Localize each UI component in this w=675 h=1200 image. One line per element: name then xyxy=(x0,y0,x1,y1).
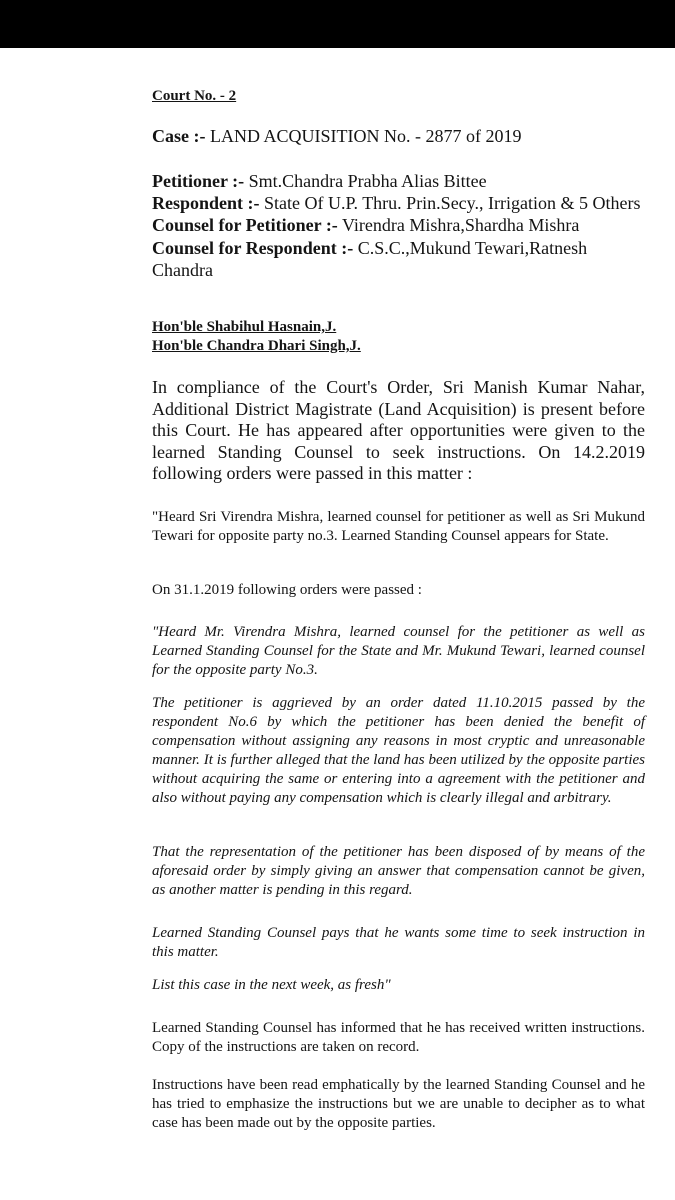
case-label: Case :- xyxy=(152,126,206,146)
order-paragraph: Instructions have been read emphatically by the learned Standing Counsel and he has tried to emphasize the instructions but we are unable to decipher as to what case has been made out by the opposite parties. xyxy=(152,1077,645,1131)
order-document xyxy=(0,48,675,1200)
quoted-paragraph: "Heard Mr. Virendra Mishra, learned counsel for the petitioner as well as Learned Standing Counsel for the State and Mr. Mukund Tewari, learned counsel for the opposite party No.3. xyxy=(152,624,645,678)
respondent-value: State Of U.P. Thru. Prin.Secy., Irrigation & 5 Others xyxy=(264,193,641,214)
order-paragraph: "Heard Sri Virendra Mishra, learned counsel for petitioner as well as Sri Mukund Tewari for opposite party no.3. Learned Standing Counsel appears for State. xyxy=(152,509,645,544)
respondent-counsel-label: Counsel for Respondent :- xyxy=(152,237,354,258)
petitioner-counsel-line xyxy=(152,214,645,236)
intro-paragraph: In compliance of the Court's Order, Sri Manish Kumar Nahar, Additional District Magistrate (Land Acquisition) is present before this Court. He has appeared after opportunities were given to the learned Standing Counsel to seek instructions. On 14.2.2019 following orders were passed in this matter : xyxy=(152,377,645,484)
screen-top-bar xyxy=(0,0,675,48)
bench-block xyxy=(152,318,645,356)
petitioner-value: Smt.Chandra Prabha Alias Bittee xyxy=(248,171,487,191)
petitioner-counsel-label: Counsel for Petitioner :- xyxy=(152,215,338,236)
order-paragraph: Learned Standing Counsel has informed that he has received written instructions. Copy of the instructions are taken on record. xyxy=(152,1020,645,1055)
order-paragraph: On 31.1.2019 following orders were passed : xyxy=(152,582,422,598)
petitioner-label: Petitioner :- xyxy=(152,171,245,191)
case-value: LAND ACQUISITION No. - 2877 of 2019 xyxy=(209,126,522,146)
judge-name: Hon'ble Chandra Dhari Singh,J. xyxy=(152,338,361,354)
petitioner-counsel-value: Virendra Mishra,Shardha Mishra xyxy=(342,215,580,236)
respondent-line xyxy=(152,192,645,214)
quoted-paragraph: The petitioner is aggrieved by an order dated 11.10.2015 passed by the respondent No.6 by which the petitioner has been denied the benefit of compensation without assigning any reasons in most cryptic and unreasonable manner. It is further alleged that the land has been utilized by the opposite parties without acquiring the same or entering into a agreement with the petitioner and also without paying any compensation which is clearly illegal and arbitrary. xyxy=(152,695,645,806)
judge-name: Hon'ble Shabihul Hasnain,J. xyxy=(152,319,337,335)
petitioner-line xyxy=(152,170,645,192)
case-line xyxy=(152,126,645,147)
quoted-paragraph: Learned Standing Counsel pays that he wants some time to seek instruction in this matter. xyxy=(152,925,645,960)
quoted-paragraph: That the representation of the petitioner has been disposed of by means of the aforesaid order by simply giving an answer that compensation cannot be given, as another matter is pending in this regard. xyxy=(152,844,645,898)
quoted-paragraph: List this case in the next week, as fresh" xyxy=(152,977,391,993)
court-number: Court No. - 2 xyxy=(152,88,237,104)
parties-block xyxy=(152,170,645,281)
respondent-counsel-value: C.S.C.,Mukund Tewari,Ratnesh Chandra xyxy=(152,237,588,280)
respondent-label: Respondent :- xyxy=(152,193,260,214)
respondent-counsel-line xyxy=(152,237,645,281)
